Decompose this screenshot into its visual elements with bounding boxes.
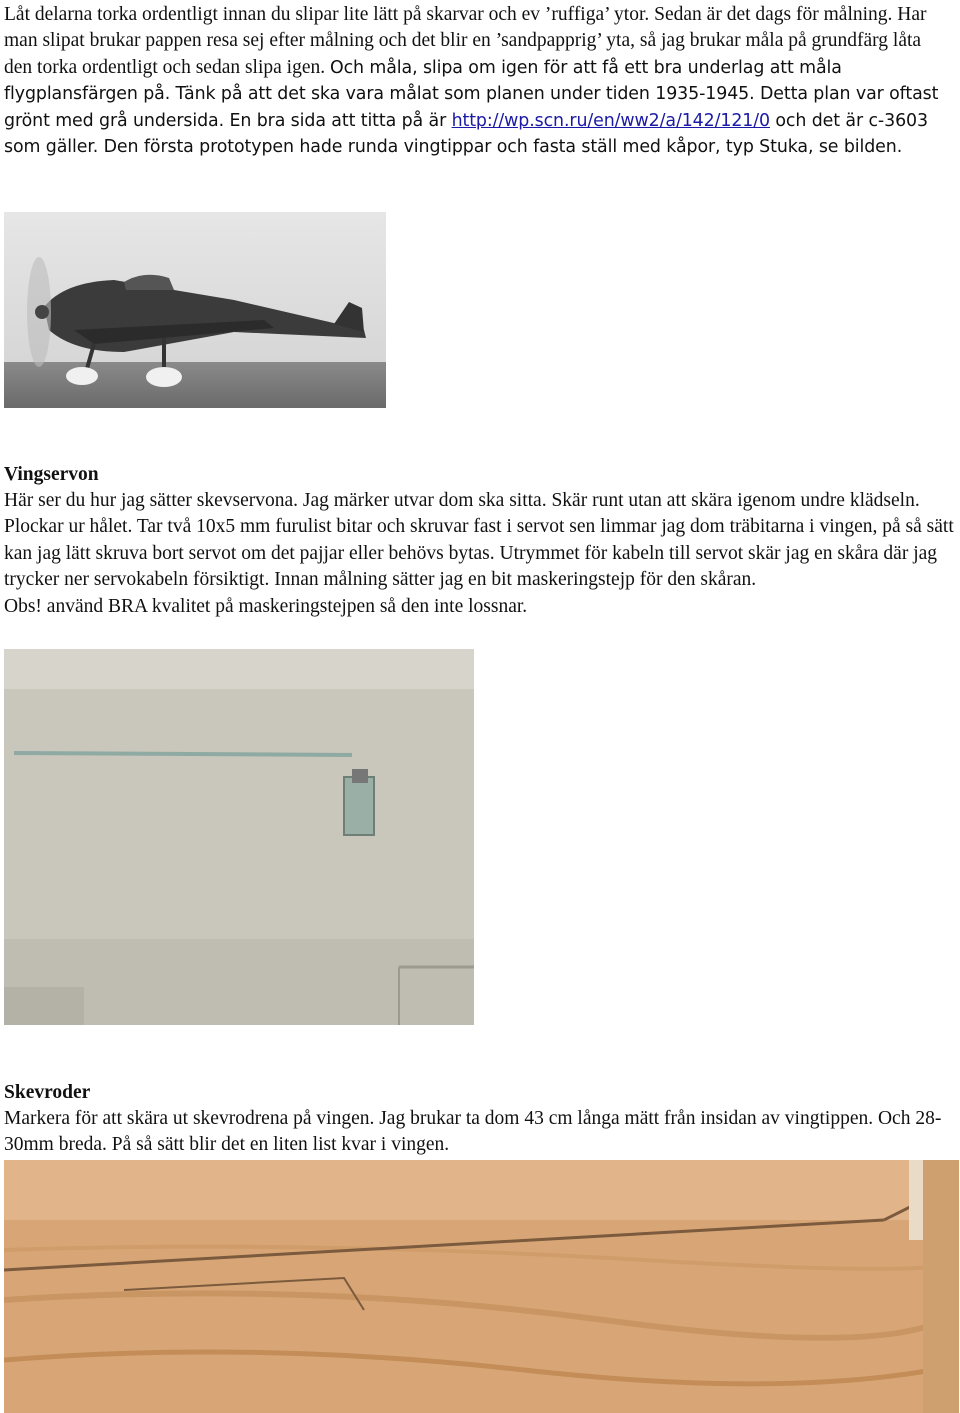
intro-text-sans-2: och det är c-3603 som gäller. Den första prototypen hade runda vingtippar och fasta ställ med kåpor, typ Stuka, se bilden. [4, 110, 928, 158]
vingservon-note: Obs! använd BRA kvalitet på maskeringstejpen så den inte lossnar. [4, 595, 528, 617]
skevroder-body: Markera för att skära ut skevrodrena på vingen. Jag brukar ta dom 43 cm långa mätt från insidan av vingtippen. Och 28-30mm breda. På så sätt blir det en liten list kvar i vingen. [4, 1108, 942, 1156]
prototype-airplane-photo [4, 212, 386, 408]
reference-link[interactable]: http://wp.scn.ru/en/ww2/a/142/121/0 [451, 110, 770, 131]
wing-servo-photo [4, 649, 474, 1025]
skevroder-section [4, 1080, 954, 1159]
intro-paragraph [4, 2, 954, 160]
intro-text-sans: Och måla, slipa om igen för att få ett bra underlag att måla flygplansfärgen på. Tänk på att det ska vara målat som planen under tiden 1935-1945. Detta plan var oftast grönt med grå undersida. En bra sida att titta på är [4, 57, 939, 131]
aileron-marking-photo [4, 1160, 959, 1413]
skevroder-heading: Skevroder [4, 1082, 91, 1103]
intro-text-serif: Låt delarna torka ordentligt innan du slipar lite lätt på skarvar och ev ’ruffiga’ ytor. Sedan är det dags för målning. Har man slipat brukar pappen resa sej efter målning och det blir en ’sandpapprig’ yta, så jag brukar måla på grundfärg låta den torka ordentligt och sedan slipa igen. [4, 4, 927, 78]
vingservon-heading: Vingservon [4, 464, 99, 485]
vingservon-body: Här ser du hur jag sätter skevservona. Jag märker utvar dom ska sitta. Skär runt utan att skära igenom undre klädseln. Plockar ur hålet. Tar två 10x5 mm furulist bitar och skruvar fast i servot sen limmar jag dom träbitarna i vingen, på så sätt kan jag lätt skruva bort servot om det pajjar eller behövs bytas. Utrymmet för kabeln till servot skär jag en skåra där jag trycker ner servokabeln försiktigt. Innan målning sätter jag en bit maskeringstejp för den skåran. [4, 490, 954, 591]
vingservon-section [4, 462, 954, 620]
